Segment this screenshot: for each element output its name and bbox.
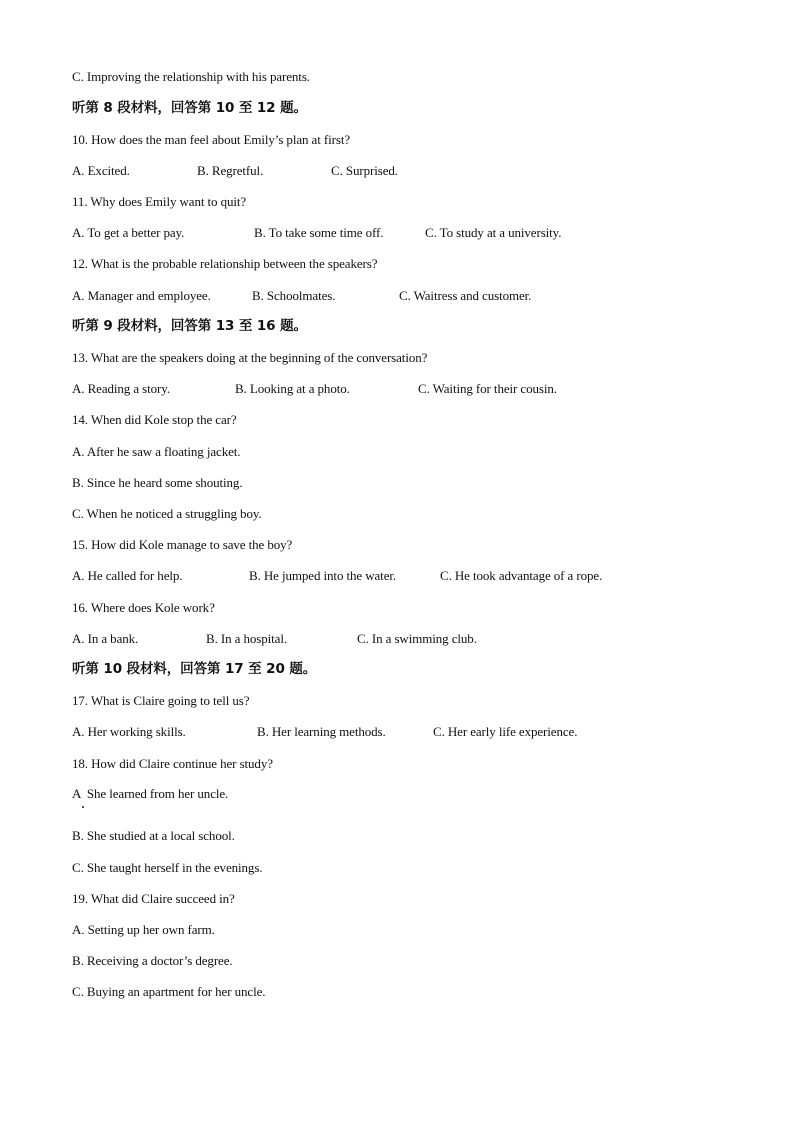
question-11: 11. Why does Emily want to quit? — [72, 194, 247, 209]
option-14a: A. After he saw a floating jacket. — [72, 444, 241, 459]
option-11b: B. To take some time off. — [254, 225, 384, 240]
option-10a: A. Excited. — [72, 163, 130, 178]
option-line: C. Improving the relationship with his parents. — [72, 69, 310, 84]
option-15a: A. He called for help. — [72, 568, 183, 583]
question-15: 15. How did Kole manage to save the boy? — [72, 537, 293, 552]
question-16: 16. Where does Kole work? — [72, 600, 215, 615]
question-10: 10. How does the man feel about Emily’s plan at first? — [72, 132, 351, 147]
option-13b: B. Looking at a photo. — [235, 381, 350, 396]
section-heading: 听第 8 段材料，回答第 10 至 12 题。 — [72, 100, 307, 116]
option-18b: B. She studied at a local school. — [72, 828, 235, 843]
option-18a: A She learned from her uncle. — [72, 786, 229, 801]
option-16b: B. In a hospital. — [206, 631, 287, 646]
option-11a: A. To get a better pay. — [72, 225, 185, 240]
option-10c: C. Surprised. — [331, 163, 398, 178]
option-17b: B. Her learning methods. — [257, 724, 386, 739]
option-18c: C. She taught herself in the evenings. — [72, 860, 263, 875]
option-19a: A. Setting up her own farm. — [72, 922, 215, 937]
question-13: 13. What are the speakers doing at the beginning of the conversation? — [72, 350, 428, 365]
stray-dot — [82, 806, 84, 808]
option-12b: B. Schoolmates. — [252, 288, 336, 303]
question-19: 19. What did Claire succeed in? — [72, 891, 235, 906]
option-14b: B. Since he heard some shouting. — [72, 475, 243, 490]
option-15b: B. He jumped into the water. — [249, 568, 397, 583]
question-18: 18. How did Claire continue her study? — [72, 756, 273, 771]
question-14: 14. When did Kole stop the car? — [72, 412, 237, 427]
option-14c: C. When he noticed a struggling boy. — [72, 506, 262, 521]
option-12c: C. Waitress and customer. — [399, 288, 532, 303]
option-15c: C. He took advantage of a rope. — [440, 568, 603, 583]
option-16c: C. In a swimming club. — [357, 631, 477, 646]
section-heading: 听第 9 段材料，回答第 13 至 16 题。 — [72, 318, 307, 334]
option-16a: A. In a bank. — [72, 631, 139, 646]
option-19b: B. Receiving a doctor’s degree. — [72, 953, 233, 968]
option-17a: A. Her working skills. — [72, 724, 186, 739]
question-12: 12. What is the probable relationship between the speakers? — [72, 256, 378, 271]
option-19c: C. Buying an apartment for her uncle. — [72, 984, 266, 999]
option-17c: C. Her early life experience. — [433, 724, 578, 739]
option-13c: C. Waiting for their cousin. — [418, 381, 557, 396]
option-10b: B. Regretful. — [197, 163, 264, 178]
option-12a: A. Manager and employee. — [72, 288, 211, 303]
option-11c: C. To study at a university. — [425, 225, 562, 240]
option-13a: A. Reading a story. — [72, 381, 170, 396]
section-heading: 听第 10 段材料，回答第 17 至 20 题。 — [72, 661, 317, 677]
question-17: 17. What is Claire going to tell us? — [72, 693, 250, 708]
